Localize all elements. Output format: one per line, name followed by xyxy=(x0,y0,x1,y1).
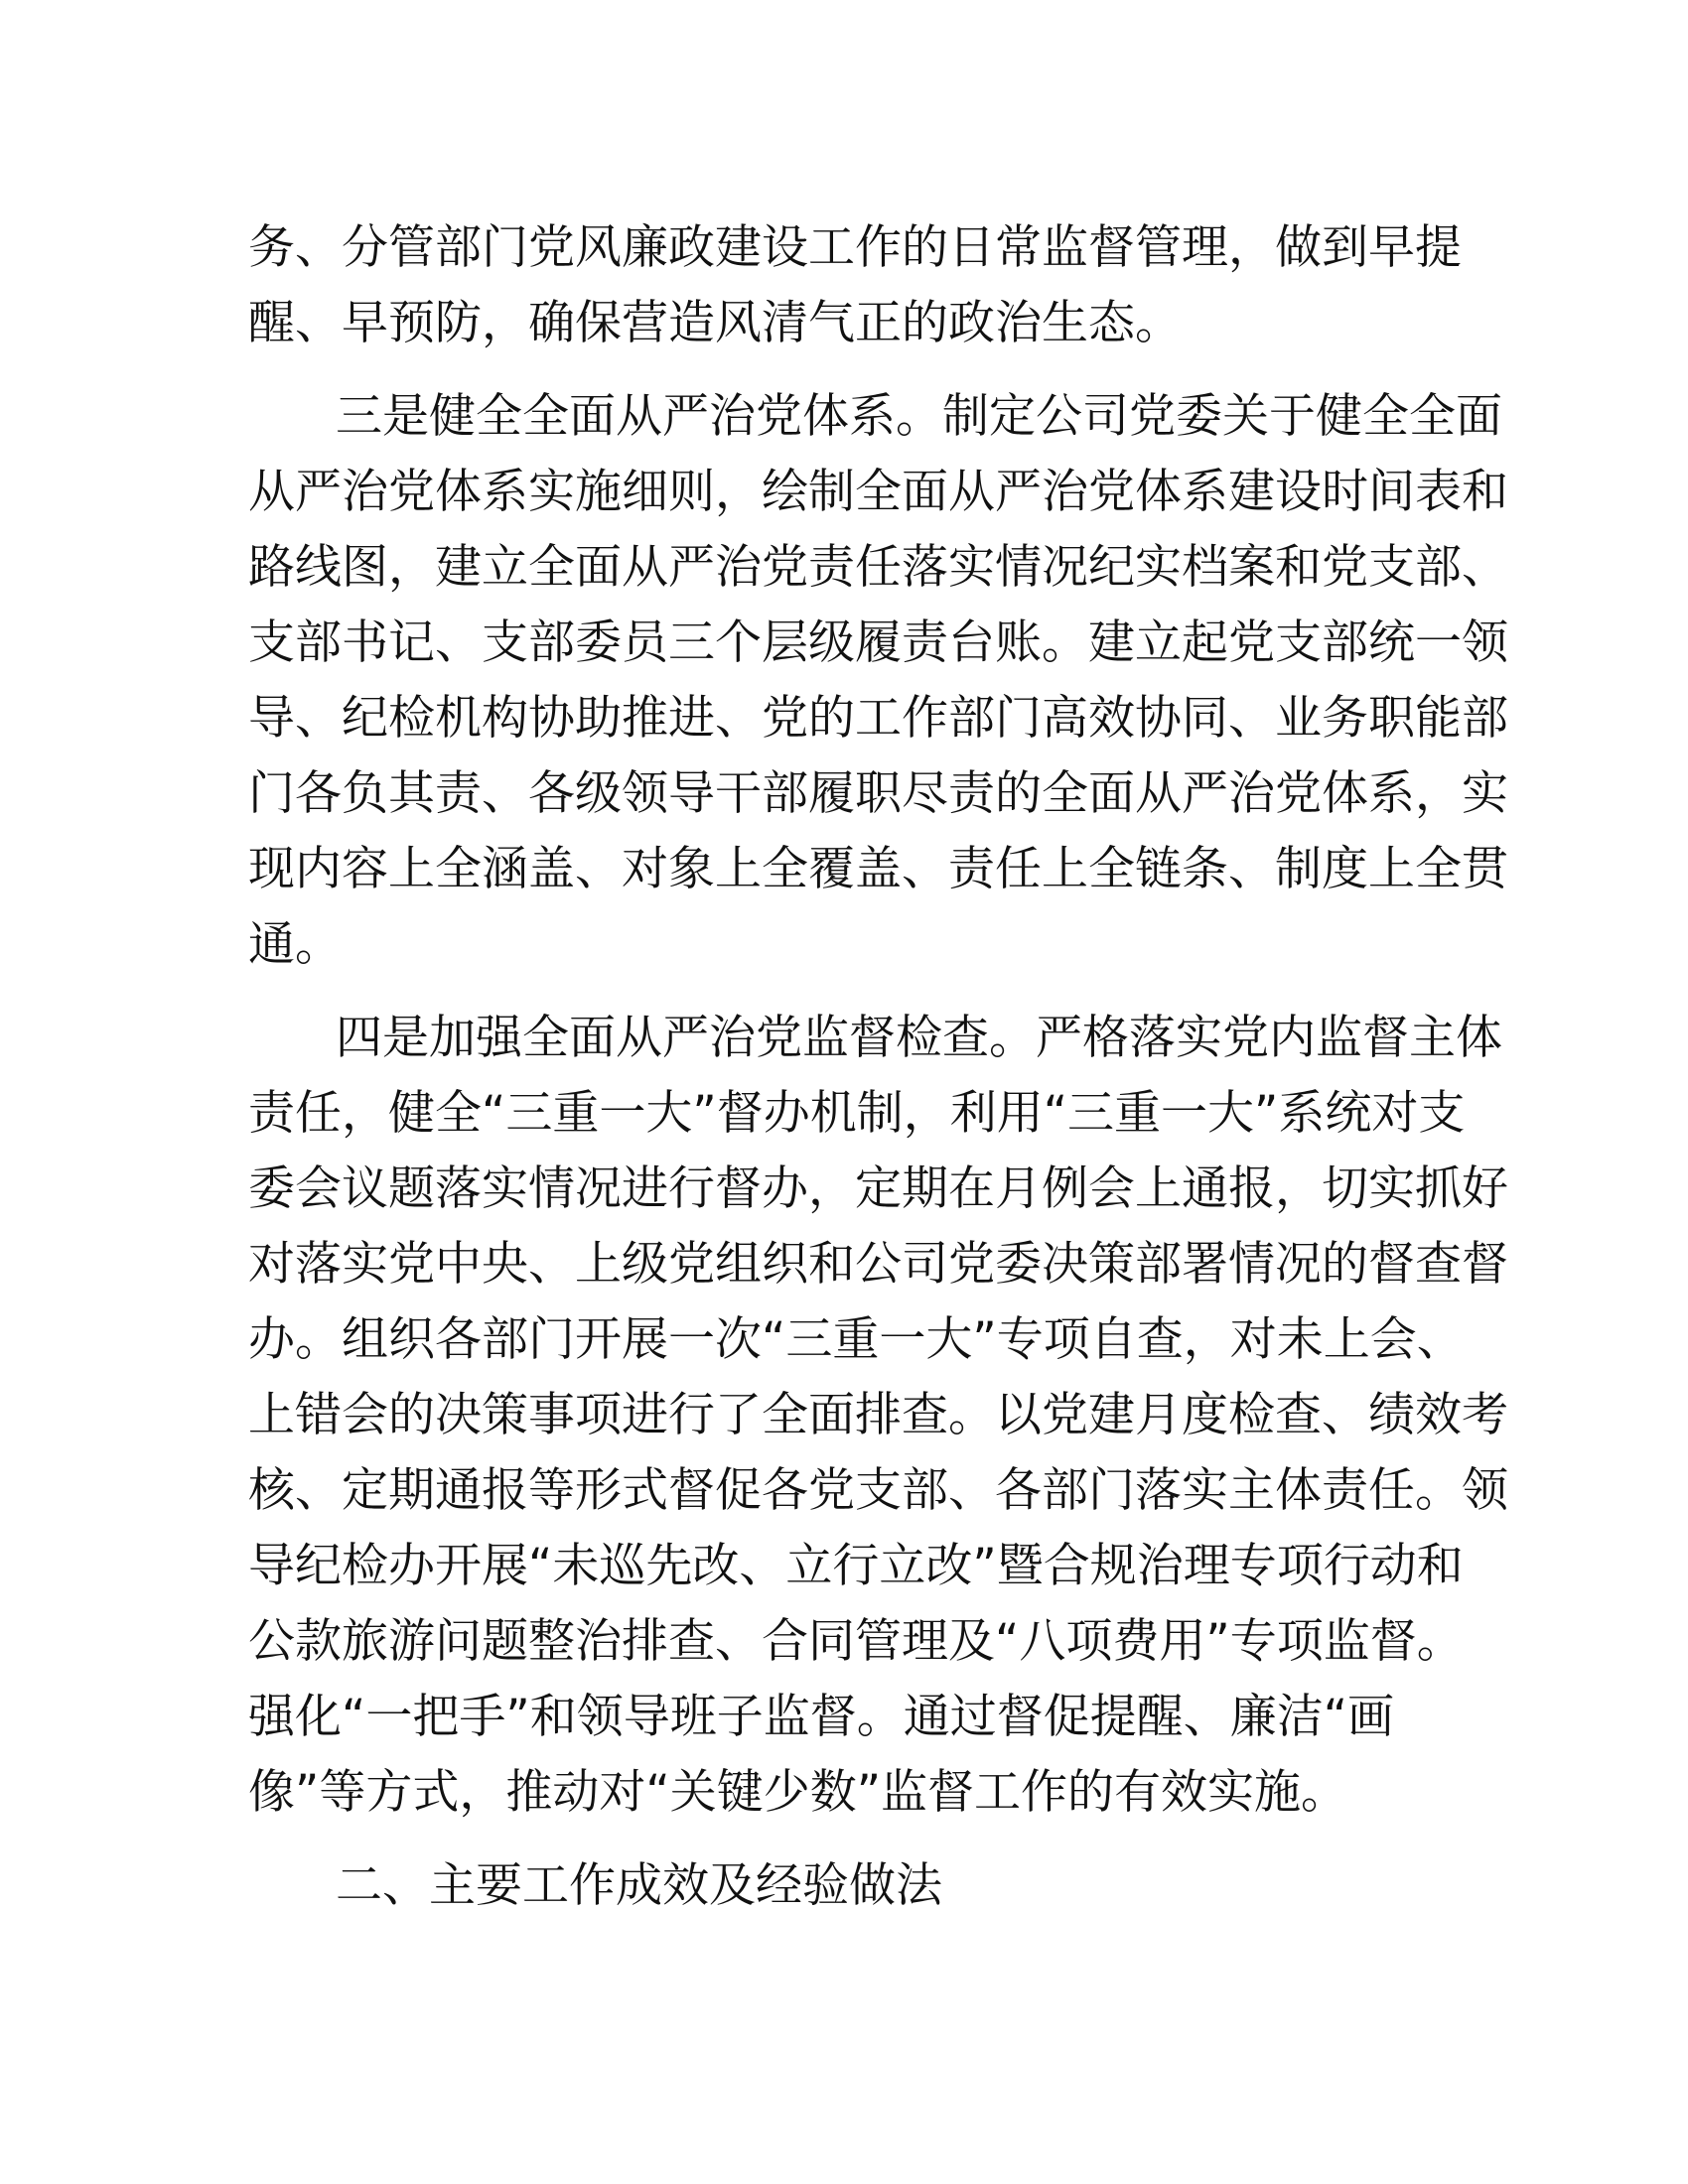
paragraph-3-line-5: 办。组织各部门开展一次“三重一大”专项自查，对未上会、 xyxy=(248,1312,1464,1367)
paragraph-3-line-3: 委会议题落实情况进行督办，定期在月例会上通报，切实抓好 xyxy=(248,1161,1508,1216)
paragraph-3-line-11: 像”等方式，推动对“关键少数”监督工作的有效实施。 xyxy=(248,1765,1348,1820)
paragraph-3-line-2: 责任，健全“三重一大”督办机制，利用“三重一大”系统对支 xyxy=(248,1086,1466,1141)
paragraph-2-line-1: 三是健全全面从严治党体系。制定公司党委关于健全全面 xyxy=(336,389,1502,444)
paragraph-2-line-6: 门各负其责、各级领导干部履职尽责的全面从严治党体系，实 xyxy=(248,766,1508,821)
paragraph-2-line-5: 导、纪检机构协助推进、党的工作部门高效协同、业务职能部 xyxy=(248,691,1508,746)
paragraph-2-line-7: 现内容上全涵盖、对象上全覆盖、责任上全链条、制度上全贯 xyxy=(248,842,1508,896)
paragraph-2-line-4: 支部书记、支部委员三个层级履责台账。建立起党支部统一领 xyxy=(248,615,1508,670)
paragraph-3-line-6: 上错会的决策事项进行了全面排查。以党建月度检查、绩效考 xyxy=(248,1388,1508,1442)
paragraph-1-line-2: 醒、早预防，确保营造风清气正的政治生态。 xyxy=(248,296,1182,350)
paragraph-2-line-3: 路线图，建立全面从严治党责任落实情况纪实档案和党支部、 xyxy=(248,540,1508,595)
paragraph-3-line-4: 对落实党中央、上级党组织和公司党委决策部署情况的督查督 xyxy=(248,1237,1508,1292)
paragraph-3-line-8: 导纪检办开展“未巡先改、立行立改”暨合规治理专项行动和 xyxy=(248,1539,1464,1593)
paragraph-3-line-7: 核、定期通报等形式督促各党支部、各部门落实主体责任。领 xyxy=(248,1463,1508,1518)
paragraph-2-line-8: 通。 xyxy=(248,917,342,972)
paragraph-3-line-10: 强化“一把手”和领导班子监督。通过督促提醒、廉洁“画 xyxy=(248,1690,1395,1744)
paragraph-3-line-1: 四是加强全面从严治党监督检查。严格落实党内监督主体 xyxy=(336,1011,1502,1065)
paragraph-2-line-2: 从严治党体系实施细则，绘制全面从严治党体系建设时间表和 xyxy=(248,465,1508,519)
section-heading: 二、主要工作成效及经验做法 xyxy=(336,1858,942,1913)
paragraph-1-line-1: 务、分管部门党风廉政建设工作的日常监督管理，做到早提 xyxy=(248,220,1462,275)
paragraph-3-line-9: 公款旅游问题整治排查、合同管理及“八项费用”专项监督。 xyxy=(248,1614,1464,1669)
